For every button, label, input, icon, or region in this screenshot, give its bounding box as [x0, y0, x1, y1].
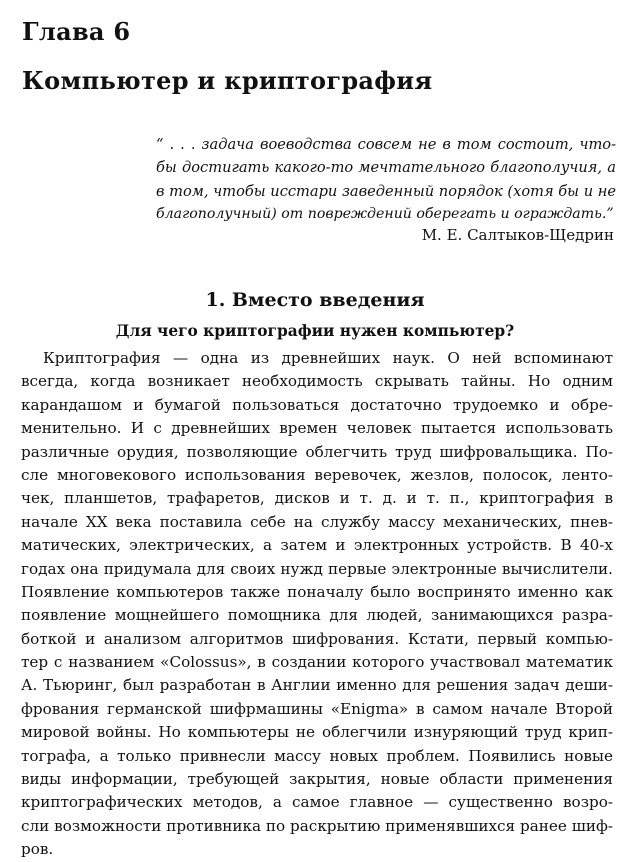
epigraph-line: бы достигать какого-то мечтательного благополучия, а: [156, 159, 616, 177]
section-heading: 1. Вместо введения: [205, 289, 425, 311]
body-paragraph: [21, 347, 613, 862]
body-line: различные орудия, позволяющие облегчить труд шифровальщика. По-: [21, 442, 613, 461]
body-line: чек, планшетов, трафаретов, дисков и т. д. и т. п., криптография в: [21, 489, 613, 508]
body-line: фрования германской шифрмашины «Enigma» в самом начале Второй: [21, 699, 613, 718]
body-line: криптографических методов, а самое главное — существенно возро-: [21, 793, 613, 812]
body-line: менительно. И с древнейших времен человек пытается использовать: [21, 419, 613, 438]
epigraph-line: благополучный) от повреждений оберегать и ограждать.”: [156, 205, 614, 222]
body-line: ров.: [21, 840, 54, 859]
epigraph-line: “ . . . задача воеводства совсем не в том состоит, что-: [156, 136, 616, 153]
body-line: всегда, когда возникает необходимость скрывать тайны. Но одним: [21, 372, 613, 391]
body-line: матических, электрических, а затем и электронных устройств. В 40-х: [21, 536, 613, 555]
epigraph: [156, 133, 616, 226]
epigraph-author: М. Е. Салтыков-Щедрин: [421, 226, 614, 244]
body-line: А. Тьюринг, был разработан в Англии именно для решения задач деши-: [21, 676, 613, 695]
body-line: Появление компьютеров также поначалу было воспринято именно как: [21, 582, 613, 601]
subsection-heading: Для чего криптографии нужен компьютер?: [115, 322, 515, 340]
chapter-title: Компьютер и криптография: [22, 66, 433, 95]
body-line: мировой войны. Но компьютеры не облегчили изнуряющий труд крип-: [21, 723, 613, 742]
body-line: карандашом и бумагой пользоваться достаточно трудоемко и обре-: [21, 395, 613, 414]
body-line: сле многовекового использования веревочек, жезлов, полосок, ленто-: [21, 465, 613, 484]
body-line: боткой и анализом алгоритмов шифрования. Кстати, первый компью-: [21, 629, 613, 648]
epigraph-line: в том, чтобы исстари заведенный порядок (хотя бы и не: [156, 182, 616, 200]
chapter-label: Глава 6: [22, 17, 131, 46]
body-line: виды информации, требующей закрытия, новые области применения: [21, 770, 613, 789]
body-line: тографа, а только привнесли массу новых проблем. Появились новые: [21, 746, 613, 765]
body-line: тер с названием «Colossus», в создании которого участвовал математик: [21, 653, 613, 672]
body-line: годах она придумала для своих нужд первые электронные вычислители.: [21, 559, 613, 578]
body-line: начале XX века поставила себе на службу массу механических, пнев-: [21, 512, 613, 531]
body-line: Криптография — одна из древнейших наук. О ней вспоминают: [43, 349, 613, 367]
body-line: появление мощнейшего помощника для людей, занимающихся разра-: [21, 606, 613, 625]
body-line: сли возможности противника по раскрытию применявшихся ранее шиф-: [21, 816, 613, 835]
